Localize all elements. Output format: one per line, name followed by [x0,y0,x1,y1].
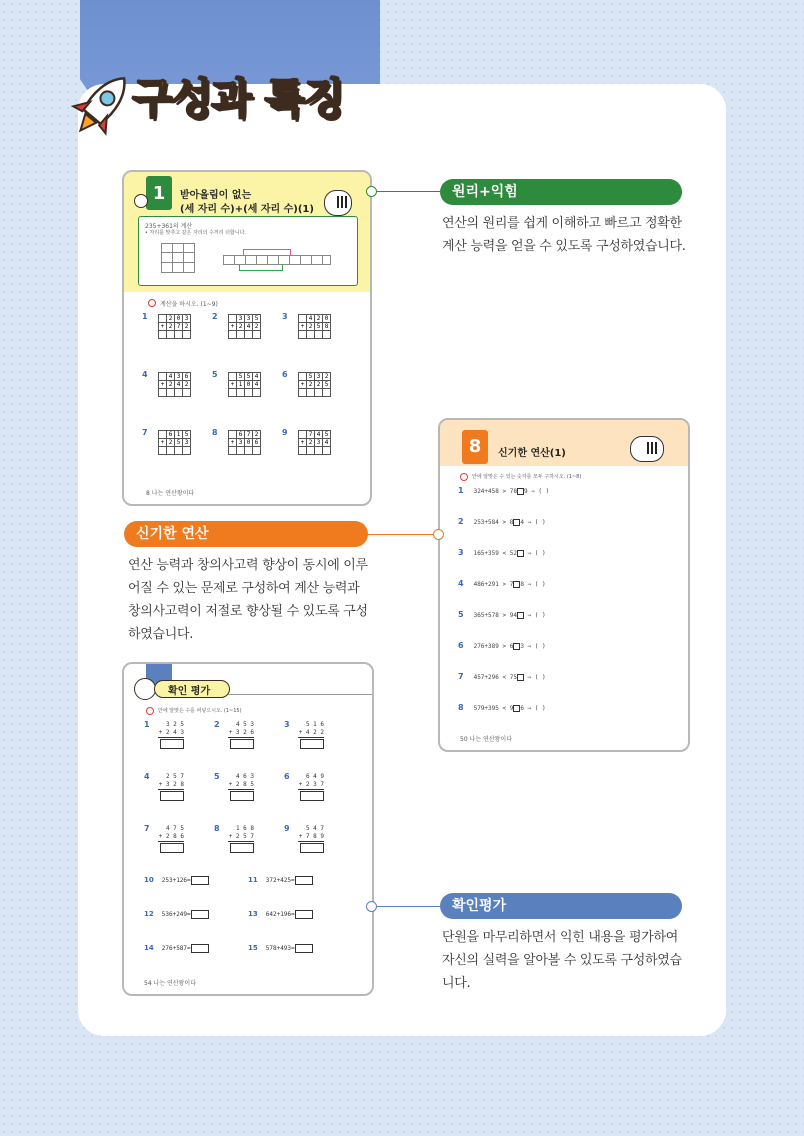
page-thumbnail-assessment [122,662,374,996]
concept-diagram [223,255,331,265]
problem-number: 4 [144,772,150,781]
clock-icon [148,299,156,307]
addition-grid: 4 2 0 + 2 5 8 [298,314,331,339]
problem-number: 7 [142,428,148,437]
answer-box[interactable] [230,791,254,801]
assessment-title: 확인 평가 [168,686,211,697]
answer-box[interactable] [513,519,520,526]
instruction: 안에 알맞은 수 있는 숫자를 모두 구하시오. (1~8) [472,474,582,480]
problem-row: 7 457+296 < 75 ⇒ ( ) [458,672,546,681]
vertical-addition: 5 4 7 + 7 8 9 [298,825,324,853]
problem-row: 1 324+458 > 78 9 ⇒ ( ) [458,486,550,495]
answer-box[interactable] [160,843,184,853]
page-footer: 54 나는 연산왕이다 [144,980,197,987]
vertical-addition: 6 4 9 + 2 3 7 [298,773,324,801]
problem-row: 3 165+359 < 52 ⇒ ( ) [458,548,546,557]
vertical-addition: 3 2 5 + 2 4 3 [158,721,184,749]
horizontal-problem: 12 536+249= [144,910,209,919]
answer-box[interactable] [300,739,324,749]
problem-number: 2 [212,312,218,321]
connector-dot [366,901,377,912]
answer-box[interactable] [513,643,520,650]
section-label: 확인평가 [440,893,682,919]
section-label: 원리+익힘 [440,179,682,205]
vertical-addition: 1 6 8 + 2 5 7 [228,825,254,853]
answer-box[interactable] [160,739,184,749]
answer-box[interactable] [191,876,209,885]
problem-number: 2 [214,720,220,729]
problem-row: 6 276+389 > 6 3 ⇒ ( ) [458,641,546,650]
answer-box[interactable] [517,674,524,681]
problem-number: 4 [142,370,148,379]
problem-number: 8 [212,428,218,437]
page-footer: 8 나는 연산왕이다 [146,490,195,497]
unit-number-badge: 1 [146,176,172,210]
horizontal-problem: 10 253+126= [144,876,209,885]
page-thumbnail-principle [122,170,372,506]
page-footer: 50 나는 연산왕이다 [460,736,513,743]
qr-code [324,190,352,216]
problem-row: 5 365+578 > 94 ⇒ ( ) [458,610,546,619]
answer-box[interactable] [517,550,524,557]
page-title: 구성과 특징 [132,74,344,123]
answer-box[interactable] [295,876,313,885]
problem-number: 6 [284,772,290,781]
instruction: 계산을 하시오. (1~9) [160,301,218,308]
answer-box[interactable] [513,581,520,588]
addition-grid: 4 3 6 + 2 4 2 [158,372,191,397]
addition-grid: 5 5 4 + 1 0 4 [228,372,261,397]
answer-box[interactable] [191,944,209,953]
horizontal-problem: 15 578+493= [248,944,313,953]
vertical-addition: 2 5 7 + 3 2 8 [158,773,184,801]
section-description: 단원을 마무리하면서 익힌 내용을 평가하여 자신의 실력을 알아볼 수 있도록 구성하였습 니다. [442,930,682,991]
problem-number: 6 [282,370,288,379]
addition-grid: 6 7 2 + 3 0 6 [228,430,261,455]
unit-title-line1: 받아올림이 없는 [180,190,252,201]
vertical-addition: 5 1 6 + 4 2 2 [298,721,324,749]
answer-box[interactable] [517,488,524,495]
addition-grid: 3 3 5 + 2 4 2 [228,314,261,339]
addition-grid: 6 1 5 + 2 5 3 [158,430,191,455]
qr-code [630,436,664,462]
answer-box[interactable] [513,705,520,712]
rocket-icon [66,66,136,146]
concept-diagram-bracket [239,265,283,271]
problem-number: 1 [142,312,148,321]
problem-number: 9 [284,824,290,833]
horizontal-problem: 14 276+587= [144,944,209,953]
mascot-icon [134,194,148,208]
concept-label: 235+361의 계산 [145,223,193,230]
connector-dot [433,529,444,540]
addition-grid: 7 4 5 + 2 3 4 [298,430,331,455]
problem-row: 2 253+584 > 8 4 ⇒ ( ) [458,517,546,526]
title-underline [228,694,372,695]
clock-icon [460,473,468,481]
section-description: 연산 능력과 창의사고력 향상이 동시에 이루 어질 수 있는 문제로 구성하여 계산 능력과 창의사고력이 저절로 향상될 수 있도록 구성 하였습니다. [128,558,368,642]
answer-box[interactable] [295,910,313,919]
connector-dot [366,186,377,197]
clock-icon [146,707,154,715]
vertical-addition: 4 6 3 + 2 8 5 [228,773,254,801]
answer-box[interactable] [300,791,324,801]
problem-number: 3 [284,720,290,729]
problem-number: 1 [144,720,150,729]
answer-box[interactable] [517,612,524,619]
section-description: 연산의 원리를 쉽게 이해하고 빠르고 정확한 계산 능력을 얻을 수 있도록 구성하였습니다. [442,216,686,254]
unit-title-line2: (세 자리 수)+(세 자리 수)(1) [180,204,314,215]
problem-number: 3 [282,312,288,321]
concept-subtext: • 자리를 맞추고 같은 자리의 수끼리 더합니다. [145,230,247,236]
unit-number-badge: 8 [462,430,488,464]
connector-line [376,906,440,907]
problem-row: 4 486+291 > 7 8 ⇒ ( ) [458,579,546,588]
problem-number: 5 [214,772,220,781]
vertical-addition: 4 7 5 + 2 8 6 [158,825,184,853]
vertical-addition: 4 5 3 + 3 2 6 [228,721,254,749]
unit-title: 신기한 연산(1) [498,448,566,459]
answer-box[interactable] [160,791,184,801]
page-thumbnail-creative [438,418,690,752]
answer-box[interactable] [191,910,209,919]
concept-diagram-bracket [243,249,291,255]
answer-box[interactable] [230,843,254,853]
problem-number: 7 [144,824,150,833]
problem-number: 8 [214,824,220,833]
answer-box[interactable] [230,739,254,749]
concept-grid [161,243,195,273]
connector-line [376,191,440,192]
problem-row: 8 579+395 < 9 6 ⇒ ( ) [458,703,546,712]
connector-line [366,534,438,535]
problem-number: 5 [212,370,218,379]
mascot-icon [134,678,156,700]
problem-number: 9 [282,428,288,437]
answer-box[interactable] [295,944,313,953]
horizontal-problem: 13 642+196= [248,910,313,919]
horizontal-problem: 11 372+425= [248,876,313,885]
instruction: 안에 알맞은 수를 써넣으시오. (1~15) [158,708,242,714]
concept-box [138,216,358,286]
addition-grid: 2 0 3 + 2 7 2 [158,314,191,339]
answer-box[interactable] [300,843,324,853]
section-label: 신기한 연산 [124,521,368,547]
addition-grid: 5 3 2 + 2 2 5 [298,372,331,397]
